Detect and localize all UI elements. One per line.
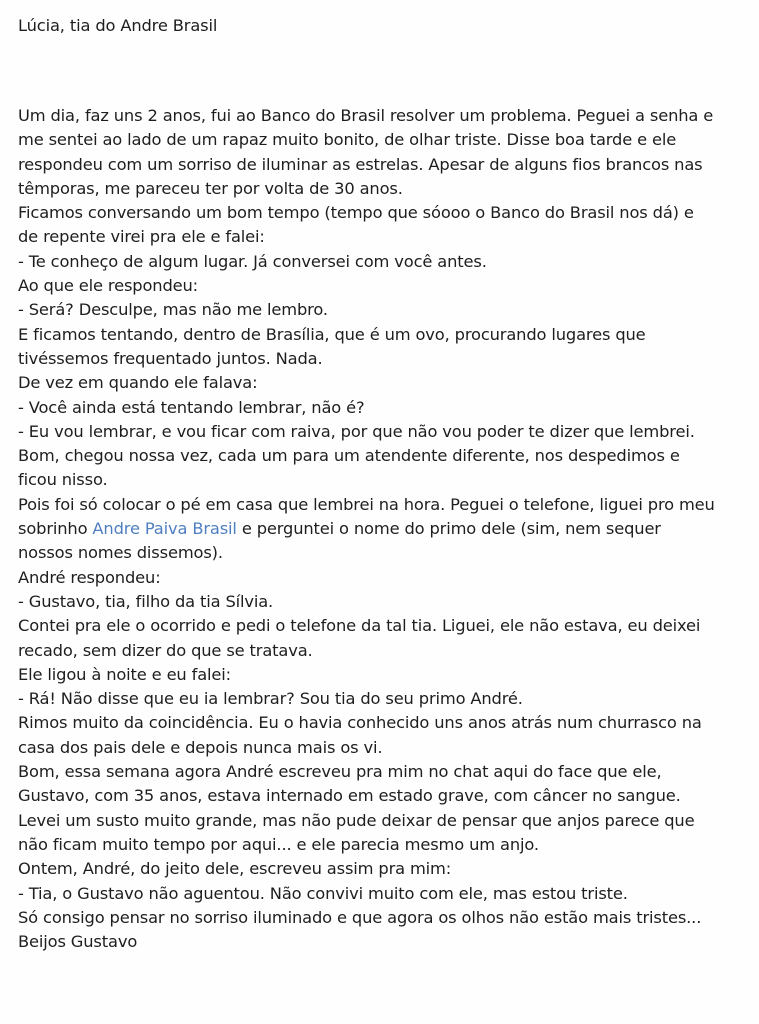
post-line: têmporas, me pareceu ter por volta de 30 anos. [18,178,403,198]
post-line: Gustavo, com 35 anos, estava internado em estado grave, com câncer no sangue. [18,786,681,806]
post-line: Ele ligou à noite e eu falei: [18,664,231,684]
post-line: me sentei ao lado de um rapaz muito bonito, de olhar triste. Disse boa tarde e ele [18,130,677,150]
post-line: - Eu vou lembrar, e vou ficar com raiva, por que não vou poder te dizer que lembrei. [18,421,695,441]
post-line: casa dos pais dele e depois nunca mais os vi. [18,737,383,757]
post-line: de repente virei pra ele e falei: [18,227,265,247]
post-line: Beijos Gustavo [18,932,138,952]
post-line: Só consigo pensar no sorriso iluminado e que agora os olhos não estão mais tristes... [18,907,702,927]
post-line: Ontem, André, do jeito dele, escreveu assim pra mim: [18,859,452,879]
post-line-with-mention [18,517,745,541]
post-paragraph-before [18,104,745,517]
post-body [18,104,745,954]
post-line: ficou nisso. [18,470,108,490]
post-line: - Tia, o Gustavo não aguentou. Não convivi muito com ele, mas estou triste. [18,883,628,903]
post-line: Levei um susto muito grande, mas não pude deixar de pensar que anjos parece que [18,810,695,830]
post-line: - Você ainda está tentando lembrar, não é? [18,397,365,417]
post-line: Contei pra ele o ocorrido e pedi o telefone da tal tia. Liguei, ele não estava, eu deixei [18,616,701,636]
post-paragraph-after [18,541,745,954]
post-line: De vez em quando ele falava: [18,373,258,393]
post-line: - Te conheço de algum lugar. Já conversei com você antes. [18,251,487,271]
mention-suffix: e perguntei o nome do primo dele (sim, nem sequer [236,519,661,539]
post-line: Ficamos conversando um bom tempo (tempo que sóooo o Banco do Brasil nos dá) e [18,203,694,223]
post-author: Lúcia, tia do Andre Brasil [18,16,218,35]
post-line: - Será? Desculpe, mas não me lembro. [18,300,328,320]
mention-prefix: sobrinho [18,519,93,539]
post-line: E ficamos tentando, dentro de Brasília, que é um ovo, procurando lugares que [18,324,646,344]
post-line: - Rá! Não disse que eu ia lembrar? Sou tia do seu primo André. [18,689,523,709]
post-line: recado, sem dizer do que se tratava. [18,640,313,660]
post-line: Rimos muito da coincidência. Eu o havia conhecido uns anos atrás num churrasco na [18,713,702,733]
post-line: Bom, essa semana agora André escreveu pra mim no chat aqui do face que ele, [18,762,662,782]
post-line: - Gustavo, tia, filho da tia Sílvia. [18,591,274,611]
post-line: André respondeu: [18,567,161,587]
post-line: Bom, chegou nossa vez, cada um para um atendente diferente, nos despedimos e [18,446,680,466]
post-line: não ficam muito tempo por aqui... e ele parecia mesmo um anjo. [18,834,539,854]
post-line: Um dia, faz uns 2 anos, fui ao Banco do Brasil resolver um problema. Peguei a senha e [18,106,714,125]
post-line: Ao que ele respondeu: [18,276,199,296]
post-line: tivéssemos frequentado juntos. Nada. [18,348,323,368]
mention-link-andre-paiva-brasil[interactable]: Andre Paiva Brasil [92,519,237,539]
post-line: Pois foi só colocar o pé em casa que lembrei na hora. Peguei o telefone, liguei pro meu [18,494,715,514]
post-line: nossos nomes dissemos). [18,543,223,563]
post-line: respondeu com um sorriso de iluminar as estrelas. Apesar de alguns fios brancos nas [18,154,703,174]
